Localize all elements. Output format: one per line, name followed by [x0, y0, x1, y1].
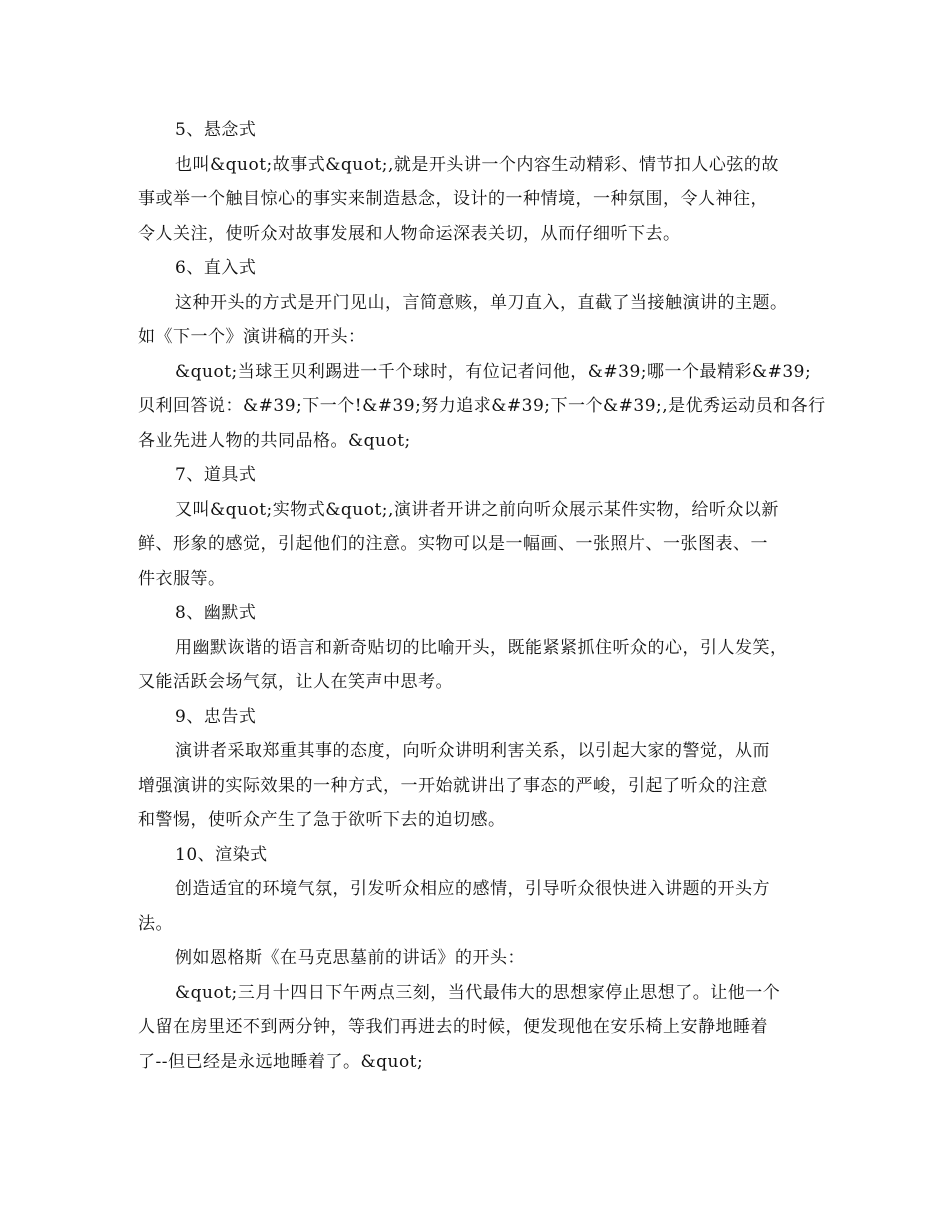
- paragraph-line: 了--但已经是永远地睡着了。&quot;: [138, 1051, 424, 1072]
- heading-atmosphere: 10、渲染式: [175, 844, 268, 865]
- heading-humor: 8、幽默式: [175, 603, 257, 623]
- paragraph-line: 创造适宜的环境气氛，引发听众相应的感情，引导听众很快进入讲题的开头方: [175, 879, 770, 899]
- paragraph-line: 例如恩格斯《在马克思墓前的讲话》的开头：: [175, 948, 525, 968]
- heading-suspense: 5、悬念式: [175, 120, 257, 140]
- paragraph-line: 事或举一个触目惊心的事实来制造悬念，设计的一种情境，一种氛围，令人神往，: [138, 189, 768, 209]
- paragraph-line: &quot;三月十四日下午两点三刻，当代最伟大的思想家停止思想了。让他一个: [175, 982, 781, 1003]
- paragraph-line: &quot;当球王贝利踢进一千个球时，有位记者问他，&#39;哪一个最精彩&#39;: [175, 361, 812, 382]
- paragraph-line: 法。: [138, 913, 173, 934]
- paragraph-line: 鲜、形象的感觉，引起他们的注意。实物可以是一幅画、一张照片、一张图表、一: [138, 534, 768, 554]
- document-body: [138, 113, 828, 1079]
- paragraph-line: 这种开头的方式是开门见山，言简意赅，单刀直入，直截了当接触演讲的主题。: [175, 292, 788, 313]
- heading-advice: 9、忠告式: [175, 706, 257, 727]
- paragraph-line: 演讲者采取郑重其事的态度，向听众讲明利害关系，以引起大家的警觉，从而: [175, 741, 770, 761]
- paragraph-line: 和警惕，使听众产生了急于欲听下去的迫切感。: [138, 810, 506, 830]
- heading-direct: 6、直入式: [175, 258, 257, 278]
- paragraph-line: 也叫&quot;故事式&quot;,就是开头讲一个内容生动精彩、情节扣人心弦的故: [175, 154, 779, 175]
- paragraph-line: 如《下一个》演讲稿的开头：: [138, 327, 366, 347]
- paragraph-line: 令人关注，使听众对故事发展和人物命运深表关切，从而仔细听下去。: [138, 223, 681, 244]
- paragraph-line: 贝利回答说：&#39;下一个!&#39;努力追求&#39;下一个&#39;,是优秀运动员和各行: [138, 396, 826, 416]
- heading-prop: 7、道具式: [175, 465, 257, 485]
- paragraph-line: 增强演讲的实际效果的一种方式，一开始就讲出了事态的严峻，引起了听众的注意: [138, 775, 768, 796]
- paragraph-line: 人留在房里还不到两分钟，等我们再进去的时候，便发现他在安乐椅上安静地睡着: [138, 1017, 768, 1037]
- paragraph-line: 又叫&quot;实物式&quot;,演讲者开讲之前向听众展示某件实物，给听众以新: [175, 499, 779, 520]
- paragraph-line: 各业先进人物的共同品格。&quot;: [138, 430, 411, 451]
- paragraph-line: 用幽默诙谐的语言和新奇贴切的比喻开头，既能紧紧抓住听众的心，引人发笑，: [175, 637, 788, 658]
- paragraph-line: 件衣服等。: [138, 568, 226, 589]
- paragraph-line: 又能活跃会场气氛，让人在笑声中思考。: [138, 672, 453, 692]
